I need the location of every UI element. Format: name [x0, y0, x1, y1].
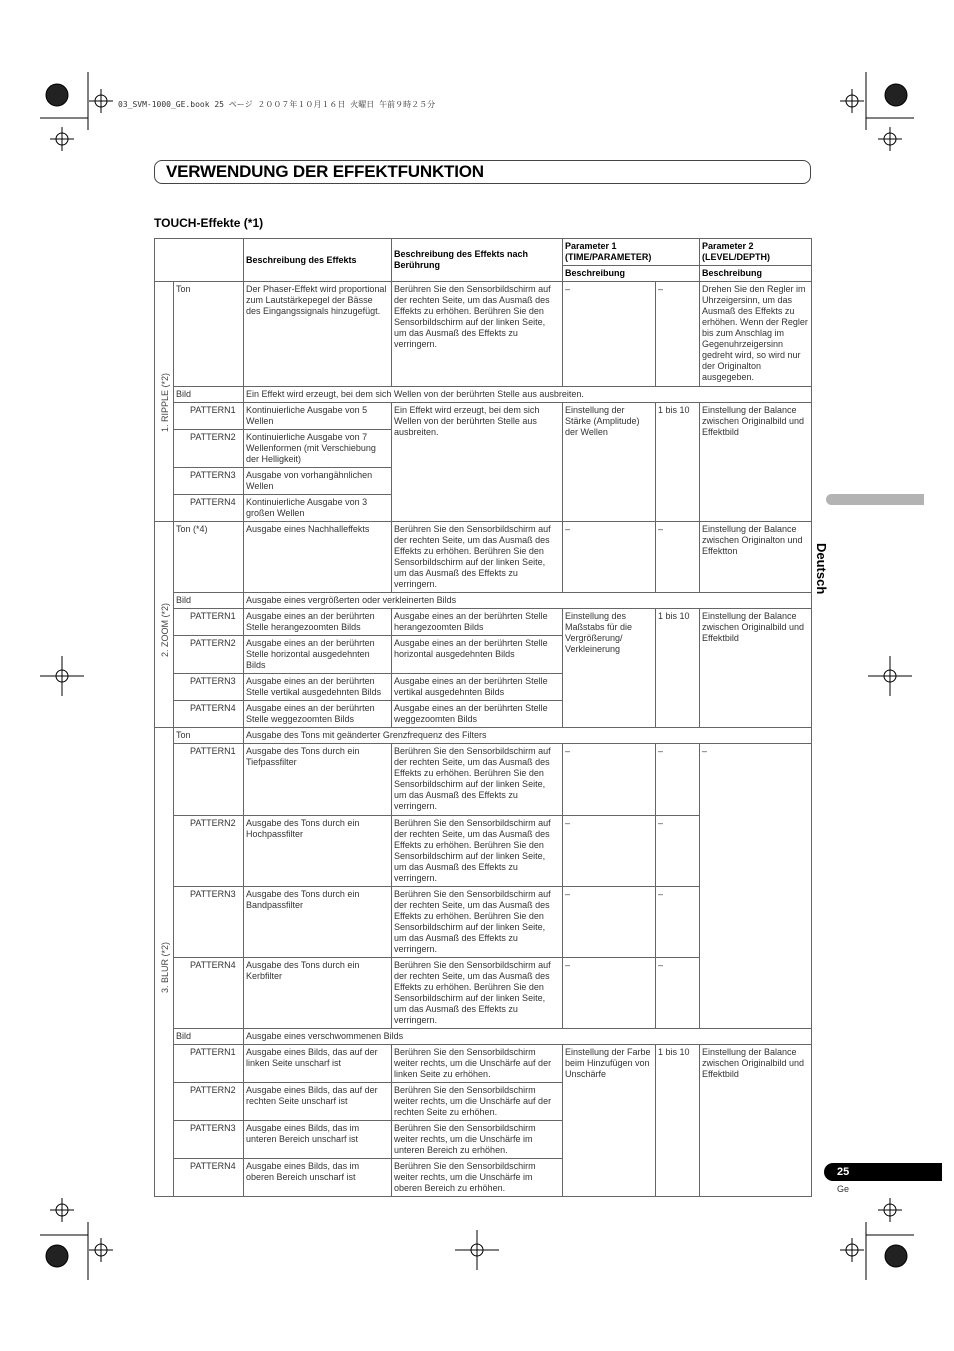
blur-bild-pattern3-label: PATTERN3	[174, 1121, 244, 1159]
zoom-ton-p1: –	[563, 522, 656, 593]
zoom-pattern1-touch: Ausgabe eines an der berührten Stelle herangezoomten Bilds	[392, 609, 563, 636]
header-p1: Parameter 1 (TIME/PARAMETER)	[563, 239, 700, 266]
blur-bild-pattern2-touch: Berühren Sie den Sensorbildschirm weiter rechts, um die Unschärfe auf der rechten Seite zu erhöhen.	[392, 1083, 563, 1121]
page-number-badge	[824, 1163, 942, 1181]
zoom-pattern3-touch: Ausgabe eines an der berührten Stelle vertikal ausgedehnten Bilds	[392, 674, 563, 701]
ripple-ton-p1-range: –	[656, 282, 700, 387]
header-desc: Beschreibung des Effekts	[244, 239, 392, 282]
language-label: Deutsch	[814, 543, 829, 595]
zoom-pattern-p2: Einstellung der Balance zwischen Originalbild und Effektbild	[700, 609, 812, 728]
blur-ton-pattern1-desc: Ausgabe des Tons durch ein Tiefpassfilter	[244, 744, 392, 816]
zoom-pattern2-label: PATTERN2	[174, 636, 244, 674]
zoom-pattern1-desc: Ausgabe eines an der berührten Stelle herangezoomten Bilds	[244, 609, 392, 636]
blur-ton-pattern4-p1: –	[563, 957, 656, 1028]
zoom-bild-label: Bild	[174, 593, 244, 609]
header-touch: Beschreibung des Effekts nach Berührung	[392, 239, 563, 282]
blur-bild-pattern2-desc: Ausgabe eines Bilds, das auf der rechten Seite unscharf ist	[244, 1083, 392, 1121]
blur-ton-pattern3-p1-range: –	[656, 886, 700, 957]
blur-ton-pattern3-label: PATTERN3	[174, 886, 244, 957]
header-p2-sub: Beschreibung	[700, 266, 812, 282]
group-blur	[155, 728, 174, 1197]
ripple-ton-p2: Drehen Sie den Regler im Uhrzeigersinn, um das Ausmaß des Effekts zu erhöhen. Wenn der Regler bis zum Anschlag im Gegenuhrzeigersinn gedreht wird, so wird nur der Originalton ausgegeben.	[700, 282, 812, 387]
page-number: 25	[837, 1166, 850, 1178]
blur-ton-pattern3-desc: Ausgabe des Tons durch ein Bandpassfilter	[244, 886, 392, 957]
ripple-ton-label: Ton	[174, 282, 244, 387]
blur-bild-pattern3-desc: Ausgabe eines Bilds, das im unteren Bereich unscharf ist	[244, 1121, 392, 1159]
blur-ton-p2: –	[700, 744, 812, 1029]
zoom-pattern3-desc: Ausgabe eines an der berührten Stelle vertikal ausgedehnten Bilds	[244, 674, 392, 701]
blur-bild-p1: Einstellung der Farbe beim Hinzufügen von Unschärfe	[563, 1044, 656, 1197]
ripple-pattern-p1-range: 1 bis 10	[656, 403, 700, 522]
book-header: 03_SVM-1000_GE.book 25 ページ ２００７年１０月１６日 火曜日 午前９時２５分	[118, 100, 436, 109]
blur-bild-p2: Einstellung der Balance zwischen Originalbild und Effektbild	[700, 1044, 812, 1197]
zoom-ton-touch: Berühren Sie den Sensorbildschirm auf der rechten Seite, um das Ausmaß des Effekts zu erhöhen. Berühren Sie den Sensorbildschirm auf der linken Seite, um das Ausmaß des Effekts zu verringern.	[392, 522, 563, 593]
group-zoom	[155, 522, 174, 728]
blur-bild-pattern1-touch: Berühren Sie den Sensorbildschirm weiter rechts, um die Unschärfe auf der linken Seite zu erhöhen.	[392, 1044, 563, 1083]
ripple-pattern1-label: PATTERN1	[174, 403, 244, 430]
zoom-pattern2-desc: Ausgabe eines an der berührten Stelle horizontal ausgedehnten Bilds	[244, 636, 392, 674]
group-ripple	[155, 282, 174, 522]
blur-ton-pattern3-touch: Berühren Sie den Sensorbildschirm auf der rechten Seite, um das Ausmaß des Effekts zu erhöhen. Berühren Sie den Sensorbildschirm auf der linken Seite, um das Ausmaß des Effekts zu verringern.	[392, 886, 563, 957]
blur-bild-p1-range: 1 bis 10	[656, 1044, 700, 1197]
ripple-pattern2-label: PATTERN2	[174, 430, 244, 468]
language-tab	[826, 494, 924, 505]
header-p2: Parameter 2 (LEVEL/DEPTH)	[700, 239, 812, 266]
zoom-pattern4-touch: Ausgabe eines an der berührten Stelle weggezoomten Bilds	[392, 701, 563, 728]
ripple-bild-desc: Ein Effekt wird erzeugt, bei dem sich Wellen von der berührten Stelle aus ausbreiten.	[244, 387, 812, 403]
blur-ton-pattern2-desc: Ausgabe des Tons durch ein Hochpassfilter	[244, 815, 392, 886]
blur-bild-pattern4-desc: Ausgabe eines Bilds, das im oberen Bereich unscharf ist	[244, 1159, 392, 1197]
blur-ton-pattern1-p1-range: –	[656, 744, 700, 816]
blur-ton-pattern1-touch: Berühren Sie den Sensorbildschirm auf der rechten Seite, um das Ausmaß des Effekts zu erhöhen. Berühren Sie den Sensorbildschirm auf der linken Seite, um das Ausmaß des Effekts zu verringern.	[392, 744, 563, 816]
zoom-pattern-p1: Einstellung des Maßstabs für die Vergrößerung/ Verkleinerung	[563, 609, 656, 728]
page-title: VERWENDUNG DER EFFEKTFUNKTION	[166, 162, 484, 181]
blur-ton-pattern4-p1-range: –	[656, 957, 700, 1028]
ripple-pattern-touch: Ein Effekt wird erzeugt, bei dem sich Wellen von der berührten Stelle aus ausbreiten.	[392, 403, 563, 522]
ripple-pattern-p1: Einstellung der Stärke (Amplitude) der Wellen	[563, 403, 656, 522]
ripple-ton-desc: Der Phaser-Effekt wird proportional zum Lautstärkepegel der Bässe des Eingangssignals hinzugefügt.	[244, 282, 392, 387]
header-empty	[155, 239, 244, 282]
blur-ton-pattern2-p1-range: –	[656, 815, 700, 886]
ripple-pattern3-desc: Ausgabe von vorhangähnlichen Wellen	[244, 468, 392, 495]
ripple-pattern4-label: PATTERN4	[174, 495, 244, 522]
ripple-pattern1-desc: Kontinuierliche Ausgabe von 5 Wellen	[244, 403, 392, 430]
blur-ton-pattern3-p1: –	[563, 886, 656, 957]
blur-bild-label: Bild	[174, 1028, 244, 1044]
ripple-pattern2-desc: Kontinuierliche Ausgabe von 7 Wellenformen (mit Verschiebung der Helligkeit)	[244, 430, 392, 468]
zoom-ton-label: Ton (*4)	[174, 522, 244, 593]
zoom-pattern4-desc: Ausgabe eines an der berührten Stelle weggezoomten Bilds	[244, 701, 392, 728]
ripple-ton-touch: Berühren Sie den Sensorbildschirm auf der rechten Seite, um das Ausmaß des Effekts zu erhöhen. Berühren Sie den Sensorbildschirm auf der linken Seite, um das Ausmaß des Effekts zu verringern.	[392, 282, 563, 387]
blur-ton-label: Ton	[174, 728, 244, 744]
blur-ton-pattern4-desc: Ausgabe des Tons durch ein Kerbfilter	[244, 957, 392, 1028]
group-label-ripple: 1. RIPPLE (*2)	[160, 372, 170, 432]
page-language: Ge	[837, 1184, 850, 1194]
blur-ton-pattern2-touch: Berühren Sie den Sensorbildschirm auf der rechten Seite, um das Ausmaß des Effekts zu erhöhen. Berühren Sie den Sensorbildschirm auf der linken Seite, um das Ausmaß des Effekts zu verringern.	[392, 815, 563, 886]
group-label-blur: 3. BLUR (*2)	[160, 941, 170, 993]
blur-bild-desc: Ausgabe eines verschwommenen Bilds	[244, 1028, 812, 1044]
blur-ton-desc: Ausgabe des Tons mit geänderter Grenzfrequenz des Filters	[244, 728, 812, 744]
zoom-ton-desc: Ausgabe eines Nachhalleffekts	[244, 522, 392, 593]
blur-bild-pattern2-label: PATTERN2	[174, 1083, 244, 1121]
section-title: TOUCH-Effekte (*1)	[154, 216, 264, 230]
header-p1-sub: Beschreibung	[563, 266, 700, 282]
blur-ton-pattern4-label: PATTERN4	[174, 957, 244, 1028]
page-title-bar	[154, 160, 811, 184]
zoom-pattern3-label: PATTERN3	[174, 674, 244, 701]
zoom-bild-desc: Ausgabe eines vergrößerten oder verkleinerten Bilds	[244, 593, 812, 609]
zoom-pattern4-label: PATTERN4	[174, 701, 244, 728]
zoom-pattern1-label: PATTERN1	[174, 609, 244, 636]
ripple-bild-label: Bild	[174, 387, 244, 403]
zoom-ton-p2: Einstellung der Balance zwischen Originalton und Effektton	[700, 522, 812, 593]
zoom-pattern-p1-range: 1 bis 10	[656, 609, 700, 728]
group-label-zoom: 2. ZOOM (*2)	[160, 602, 170, 657]
blur-ton-pattern1-label: PATTERN1	[174, 744, 244, 816]
blur-ton-pattern4-touch: Berühren Sie den Sensorbildschirm auf der rechten Seite, um das Ausmaß des Effekts zu erhöhen. Berühren Sie den Sensorbildschirm auf der linken Seite, um das Ausmaß des Effekts zu verringern.	[392, 957, 563, 1028]
blur-bild-pattern4-label: PATTERN4	[174, 1159, 244, 1197]
blur-bild-pattern1-label: PATTERN1	[174, 1044, 244, 1083]
ripple-pattern-p2: Einstellung der Balance zwischen Originalbild und Effektbild	[700, 403, 812, 522]
blur-bild-pattern4-touch: Berühren Sie den Sensorbildschirm weiter rechts, um die Unschärfe im oberen Bereich zu erhöhen.	[392, 1159, 563, 1197]
ripple-pattern3-label: PATTERN3	[174, 468, 244, 495]
zoom-pattern2-touch: Ausgabe eines an der berührten Stelle horizontal ausgedehnten Bilds	[392, 636, 563, 674]
blur-ton-pattern1-p1: –	[563, 744, 656, 816]
effects-table	[154, 238, 812, 1197]
blur-bild-pattern1-desc: Ausgabe eines Bilds, das auf der linken Seite unscharf ist	[244, 1044, 392, 1083]
blur-bild-pattern3-touch: Berühren Sie den Sensorbildschirm weiter rechts, um die Unschärfe im unteren Bereich zu erhöhen.	[392, 1121, 563, 1159]
ripple-pattern4-desc: Kontinuierliche Ausgabe von 3 großen Wellen	[244, 495, 392, 522]
blur-ton-pattern2-p1: –	[563, 815, 656, 886]
zoom-ton-p1-range: –	[656, 522, 700, 593]
blur-ton-pattern2-label: PATTERN2	[174, 815, 244, 886]
ripple-ton-p1: –	[563, 282, 656, 387]
